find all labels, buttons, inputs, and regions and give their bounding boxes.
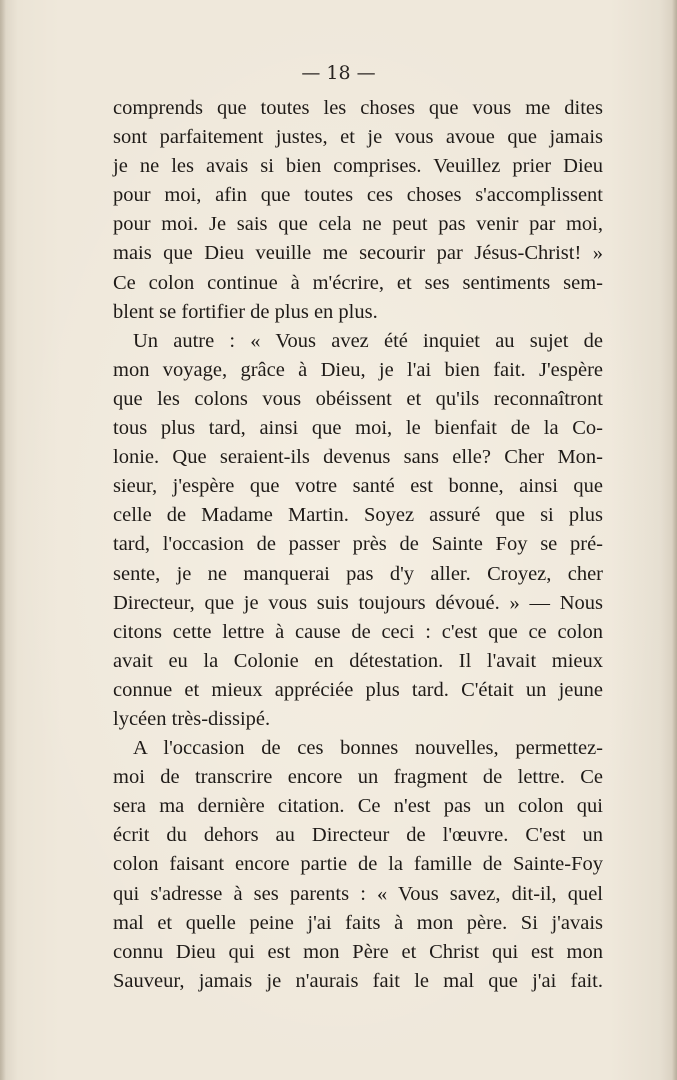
text-line: citons cette lettre à cause de ceci : c'est que ce colon (113, 620, 603, 643)
text-line: pour moi. Je sais que cela ne peut pas venir par moi, (113, 213, 603, 236)
text-line: Un autre : « Vous avez été inquiet au sujet de (133, 329, 603, 352)
text-line: lonie. Que seraient-ils devenus sans elle? Cher Mon- (113, 446, 603, 469)
text-line: connue et mieux appréciée plus tard. C'était un jeune (113, 678, 603, 701)
body-text (113, 94, 603, 996)
text-line: mal et quelle peine j'ai faits à mon père. Si j'avais (113, 911, 603, 934)
text-line: Ce colon continue à m'écrire, et ses sentiments sem- (113, 271, 603, 294)
text-line: sont parfaitement justes, et je vous avoue que jamais (113, 126, 603, 149)
text-line: colon faisant encore partie de la famille de Sainte-Foy (113, 853, 603, 876)
text-line: comprends que toutes les choses que vous me dites (113, 97, 603, 119)
text-line: lycéen très-dissipé. (113, 707, 271, 730)
text-line: je ne les avais si bien comprises. Veuillez prier Dieu (113, 155, 603, 178)
text-line: écrit du dehors au Directeur de l'œuvre. C'est un (113, 824, 603, 847)
text-line: tous plus tard, ainsi que moi, le bienfait de la Co- (113, 417, 603, 440)
text-line: sera ma dernière citation. Ce n'est pas un colon qui (113, 795, 603, 818)
text-line: sieur, j'espère que votre santé est bonne, ainsi que (113, 475, 603, 498)
text-line: qui s'adresse à ses parents : « Vous savez, dit-il, quel (113, 882, 603, 905)
text-line: blent se fortifier de plus en plus. (113, 300, 378, 323)
text-line: A l'occasion de ces bonnes nouvelles, permettez- (133, 737, 603, 760)
text-line: tard, l'occasion de passer près de Sainte Foy se pré- (113, 533, 603, 556)
text-line: mon voyage, grâce à Dieu, je l'ai bien fait. J'espère (113, 358, 603, 381)
text-line: moi de transcrire encore un fragment de lettre. Ce (113, 766, 603, 789)
page-right-edge (672, 0, 677, 1080)
page-left-edge (0, 0, 6, 1080)
text-line: que les colons vous obéissent et qu'ils reconnaîtront (113, 387, 603, 410)
page-number: — 18 — (301, 62, 376, 84)
text-line: sente, je ne manquerai pas d'y aller. Croyez, cher (113, 562, 603, 585)
text-line: celle de Madame Martin. Soyez assuré que si plus (113, 504, 603, 527)
text-line: Directeur, que je vous suis toujours dévoué. » — Nous (113, 591, 603, 614)
text-line: connu Dieu qui est mon Père et Christ qui est mon (113, 940, 603, 963)
text-line: mais que Dieu veuille me secourir par Jésus-Christ! » (113, 242, 603, 265)
text-line: Sauveur, jamais je n'aurais fait le mal que j'ai fait. (113, 969, 603, 992)
text-line: pour moi, afin que toutes ces choses s'accomplissent (113, 184, 603, 207)
text-line: avait eu la Colonie en détestation. Il l'avait mieux (113, 649, 603, 672)
